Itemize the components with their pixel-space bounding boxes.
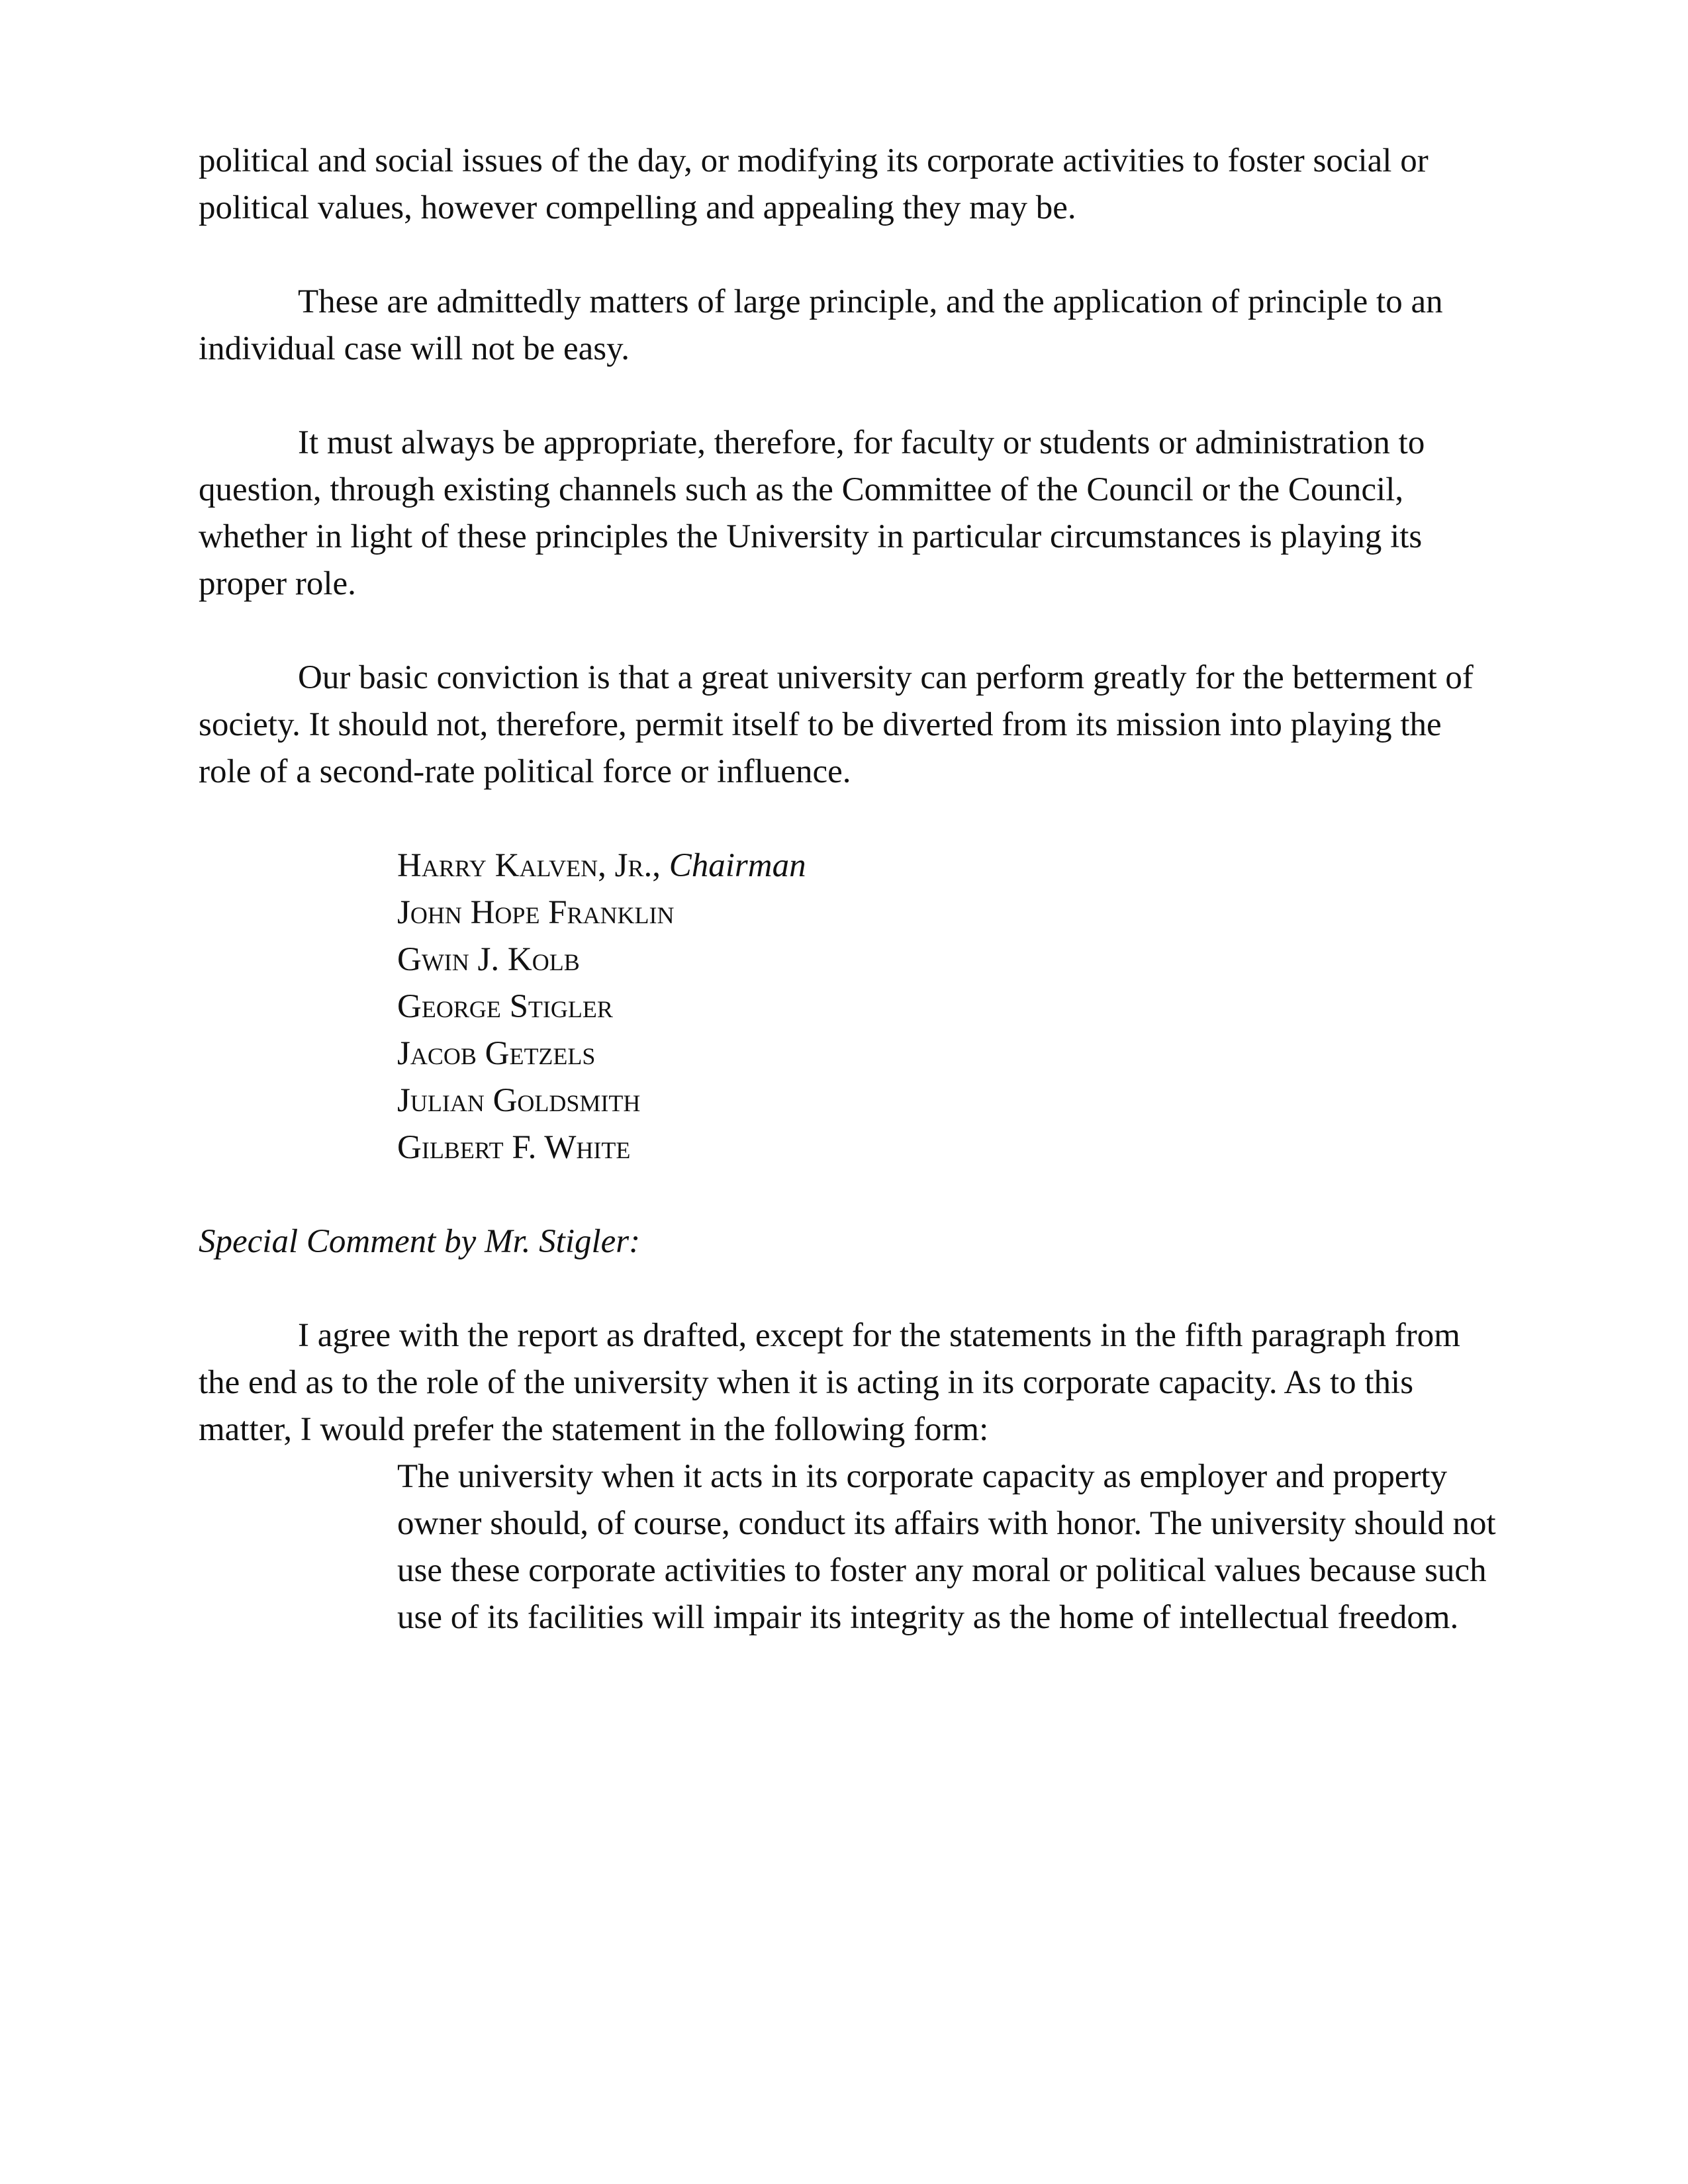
special-comment-quote: The university when it acts in its corporate capacity as employer and property owner should, of course, conduct its affairs with honor. The university should not use these corporate activities to foster any moral or political values because such use of its facilities will impair its integrity as the home of intellectual freedom.: [397, 1458, 1496, 1636]
signatory-name: John Hope Franklin: [397, 894, 675, 931]
paragraph-question-channels: It must always be appropriate, therefore, for faculty or students or administration to question, through existing channels such as the Committee of the Council or the Council, whether in light of these principles the University in particular circumstances is playing its proper role.: [199, 424, 1425, 602]
signatory-name: Gilbert F. White: [397, 1129, 631, 1166]
special-comment-heading: Special Comment by Mr. Stigler:: [199, 1223, 641, 1260]
signatory-chairman: [397, 842, 1496, 889]
signatory-name: George Stigler: [397, 988, 613, 1025]
signatory-name: Jacob Getzels: [397, 1035, 596, 1072]
chairman-role: Chairman: [669, 847, 806, 884]
paragraph-principle: These are admittedly matters of large principle, and the application of principle to an individual case will not be easy.: [199, 283, 1443, 367]
paragraph-continuation: political and social issues of the day, or modifying its corporate activities to foster social or political values, however compelling and appealing they may be.: [199, 142, 1429, 226]
document-body: [199, 138, 1496, 1641]
signatory-name: Gwin J. Kolb: [397, 941, 580, 978]
signatory-name: Julian Goldsmith: [397, 1082, 641, 1119]
signatories-block: [397, 842, 1496, 1171]
paragraph-basic-conviction: Our basic conviction is that a great university can perform greatly for the betterment of society. It should not, therefore, permit itself to be diverted from its mission into playing the role of a second-rate political force or influence.: [199, 659, 1474, 790]
special-comment-body: I agree with the report as drafted, except for the statements in the fifth paragraph from the end as to the role of the university when it is acting in its corporate capacity. As to this matter, I would prefer the statement in the following form:: [199, 1317, 1460, 1448]
chairman-name: Harry Kalven, Jr.,: [397, 847, 661, 884]
